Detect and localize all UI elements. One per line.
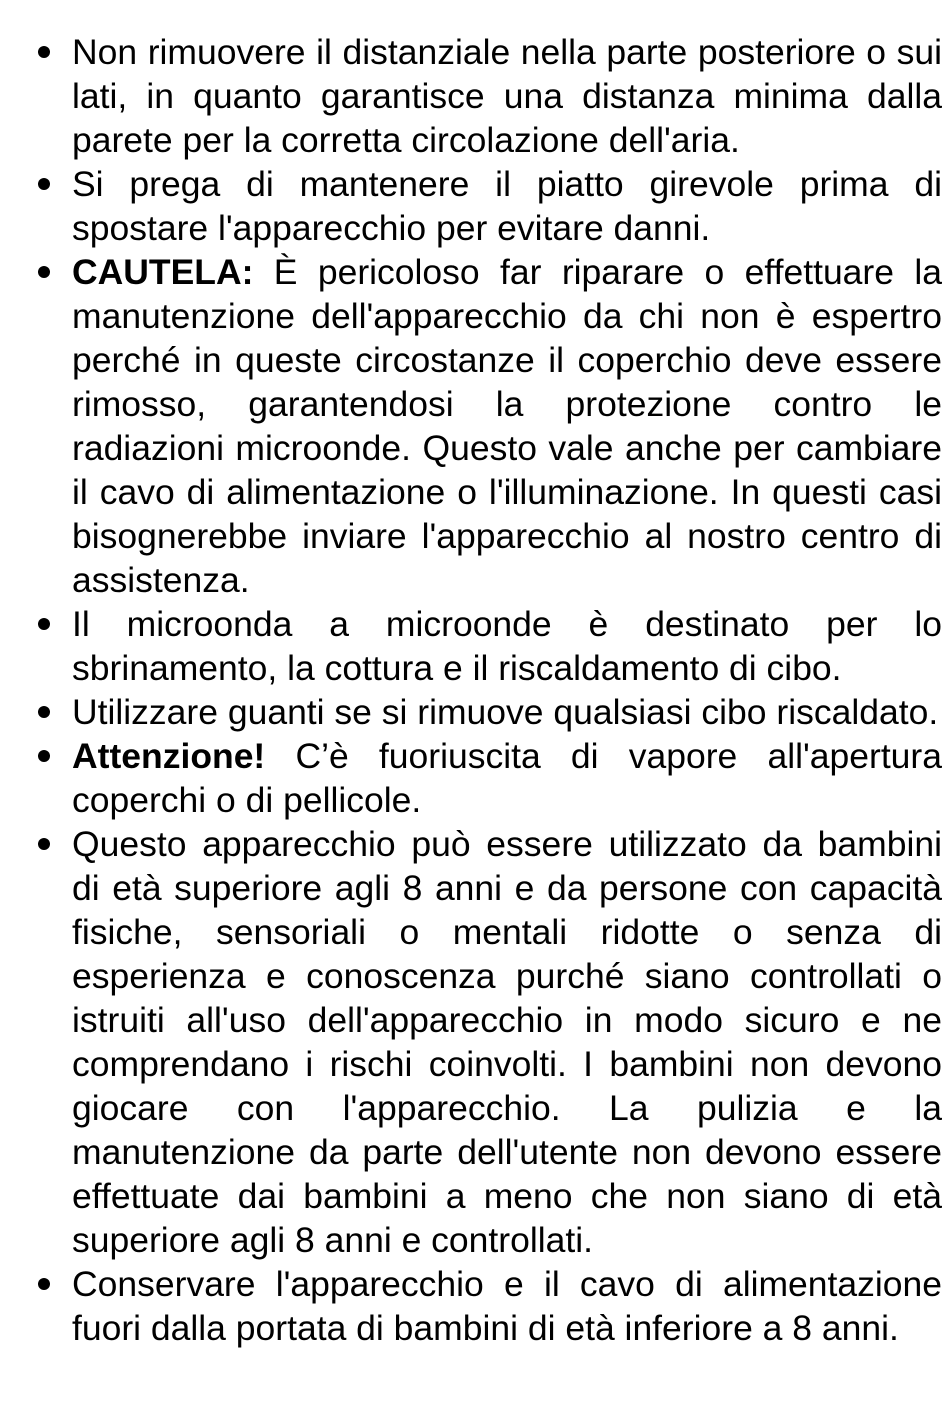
bullet-icon [38,266,50,278]
list-item [0,162,950,250]
bullet-icon [38,706,50,718]
bullet-icon [38,838,50,850]
list-item [0,734,950,822]
item-text: Il microonda a microonde è destinato per lo sbrinamento, la cottura e il riscaldamento di cibo. [72,604,942,688]
item-lead-bold: CAUTELA: [72,252,254,292]
item-text: Utilizzare guanti se si rimuove qualsiasi cibo riscaldato. [72,692,939,732]
bullet-icon [38,1278,50,1290]
item-text: Questo apparecchio può essere utilizzato da bambini di età superiore agli 8 anni e da persone con capacità fisiche, sensoriali o mentali ridotte o senza di esperienza e conoscenza purché siano controllati o istruiti all'uso dell'apparecchio in modo sicuro e ne comprendano i rischi coinvolti. I bambini non devono giocare con l'apparecchio. La pulizia e la manutenzione da parte dell'utente non devono essere effettuate dai bambini a meno che non siano di età superiore agli 8 anni e controllati. [72,824,942,1260]
item-text: È pericoloso far riparare o effettuare la manutenzione dell'apparecchio da chi non è espertro perché in queste circostanze il coperchio deve essere rimosso, garantendosi la protezione contro le radiazioni microonde. Questo vale anche per cambiare il cavo di alimentazione o l'illuminazione. In questi casi bisognerebbe inviare l'apparecchio al nostro centro di assistenza. [72,252,942,600]
list-item [0,602,950,690]
list-item [0,30,950,162]
item-text: Non rimuovere il distanziale nella parte posteriore o sui lati, in quanto garantisce una distanza minima dalla parete per la corretta circolazione dell'aria. [72,32,942,160]
item-lead-bold: Attenzione! [72,736,266,776]
bullet-icon [38,618,50,630]
list-item [0,1262,950,1350]
item-text: Si prega di mantenere il piatto girevole prima di spostare l'apparecchio per evitare danni. [72,164,942,248]
bullet-icon [38,178,50,190]
list-item [0,690,950,734]
bullet-icon [38,750,50,762]
list-item [0,822,950,1262]
safety-instructions-list [0,30,950,1350]
item-text: C’è fuoriuscita di vapore all'apertura coperchi o di pellicole. [72,736,942,820]
item-text: Conservare l'apparecchio e il cavo di alimentazione fuori dalla portata di bambini di età inferiore a 8 anni. [72,1264,942,1348]
list-item [0,250,950,602]
document-page [0,30,950,1350]
bullet-icon [38,46,50,58]
